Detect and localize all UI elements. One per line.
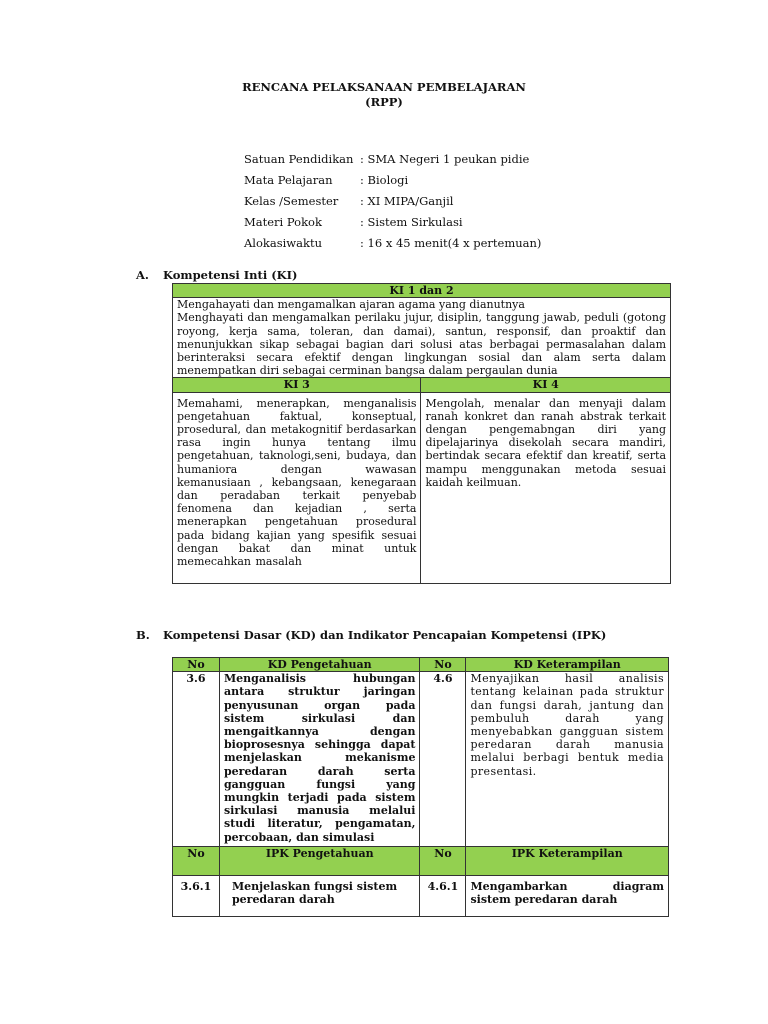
kd-col-no: No bbox=[173, 658, 220, 672]
ki1-text: Mengahayati dan mengamalkan ajaran agama yang dianutnya bbox=[177, 298, 525, 312]
kd-col-no2: No bbox=[420, 658, 466, 672]
meta-row bbox=[244, 191, 541, 212]
meta-row bbox=[244, 170, 541, 191]
ipk-col-no: No bbox=[173, 847, 220, 876]
kd-col-keterampilan: KD Keterampilan bbox=[466, 658, 669, 672]
meta-value: : Sistem Sirkulasi bbox=[360, 215, 463, 229]
ki2-text: Menghayati dan mengamalkan perilaku jujur, disiplin, tanggung jawab, peduli (gotong royong, kerja sama, toleran, dan damai), santun, responsif, dan proaktif dan menunjukkan sikap sebagai bagian dari solusi atas berbagai permasalahan dalam berinteraksi secara efektif dengan lingkungan sosial dan alam serta dalam menempatkan diri sebagai cerminan bangsa dalam pergaulan dunia bbox=[177, 311, 666, 378]
kd-no: 3.6 bbox=[173, 672, 220, 847]
meta-value: : XI MIPA/Ganjil bbox=[360, 194, 454, 208]
kt-no: 4.6 bbox=[420, 672, 466, 847]
doc-title-line2: (RPP) bbox=[365, 95, 403, 109]
section-a-heading bbox=[136, 268, 297, 282]
section-b-title: Kompetensi Dasar (KD) dan Indikator Pencapaian Kompetensi (IPK) bbox=[163, 628, 607, 642]
kd-keterampilan-text: Menyajikan hasil analisis tentang kelainan pada struktur dan fungsi darah, jantung dan pembuluh darah yang menyebabkan gangguan sistem peredaran darah manusia melalui berbagi bentuk media presentasi. bbox=[466, 672, 669, 847]
ki4-text: Mengolah, menalar dan menyaji dalam ranah konkret dan ranah abstrak terkait dengan pengemabngan diri yang dipelajarinya disekolah secara mandiri, bertindak secara efektif dan kreatif, serta mampu menggunakan metoda sesuai kaidah keilmuan. bbox=[421, 392, 671, 583]
ki4-header: KI 4 bbox=[421, 378, 671, 392]
ipk-k-no: 4.6.1 bbox=[420, 876, 466, 917]
section-a-letter: A. bbox=[136, 268, 149, 282]
meta-value: : 16 x 45 menit(4 x pertemuan) bbox=[360, 236, 542, 250]
meta-row bbox=[244, 212, 541, 233]
meta-value: : SMA Negeri 1 peukan pidie bbox=[360, 152, 530, 166]
meta-row bbox=[244, 233, 541, 254]
ipk-col-pengetahuan: IPK Pengetahuan bbox=[219, 847, 420, 876]
identity-block bbox=[244, 149, 541, 254]
ipk-col-keterampilan: IPK Keterampilan bbox=[466, 847, 669, 876]
ki12-header: KI 1 dan 2 bbox=[173, 284, 671, 298]
ipk-col-no2: No bbox=[420, 847, 466, 876]
meta-label: Mata Pelajaran bbox=[244, 173, 333, 187]
meta-label: Alokasiwaktu bbox=[244, 236, 323, 250]
section-b-letter: B. bbox=[136, 628, 150, 642]
ki3-header: KI 3 bbox=[173, 378, 421, 392]
meta-row bbox=[244, 149, 541, 170]
section-b-heading bbox=[136, 628, 606, 642]
meta-label: Satuan Pendidikan bbox=[244, 152, 354, 166]
meta-label: Kelas /Semester bbox=[244, 194, 339, 208]
doc-title-line1: RENCANA PELAKSANAAN PEMBELAJARAN bbox=[242, 80, 526, 94]
ki12-cell bbox=[173, 298, 671, 378]
ipk-pengetahuan-text: Menjelaskan fungsi sistem peredaran darah bbox=[219, 876, 420, 917]
ki3-text: Memahami, menerapkan, menganalisis pengetahuan faktual, konseptual, prosedural, dan metakognitif berdasarkan rasa ingin hunya tentang ilmu pengetahuan, taknologi,seni, budaya, dan humaniora dengan wawasan kemanusiaan , kebangsaan, kenegaraan dan peradaban terkait penyebab fenomena dan kejadian , serta menerapkan pengetahuan prosedural pada bidang kajian yang spesifik sesuai dengan bakat dan minat untuk memecahkan masalah bbox=[173, 392, 421, 583]
section-a-title: Kompetensi Inti (KI) bbox=[163, 268, 298, 282]
kd-table bbox=[172, 657, 669, 917]
meta-label: Materi Pokok bbox=[244, 215, 322, 229]
kd-pengetahuan-text: Menganalisis hubungan antara struktur jaringan penyusunan organ pada sistem sirkulasi dan mengaitkannya dengan bioprosesnya sehingga dapat menjelaskan mekanisme peredaran darah serta gangguan fungsi yang mungkin terjadi pada sistem sirkulasi manusia melalui studi literatur, pengamatan, percobaan, dan simulasi bbox=[219, 672, 420, 847]
ki-table bbox=[172, 283, 671, 584]
kd-col-pengetahuan: KD Pengetahuan bbox=[219, 658, 420, 672]
ipk-no: 3.6.1 bbox=[173, 876, 220, 917]
meta-value: : Biologi bbox=[360, 173, 409, 187]
ipk-keterampilan-text: Mengambarkan diagram sistem peredaran darah bbox=[466, 876, 669, 917]
